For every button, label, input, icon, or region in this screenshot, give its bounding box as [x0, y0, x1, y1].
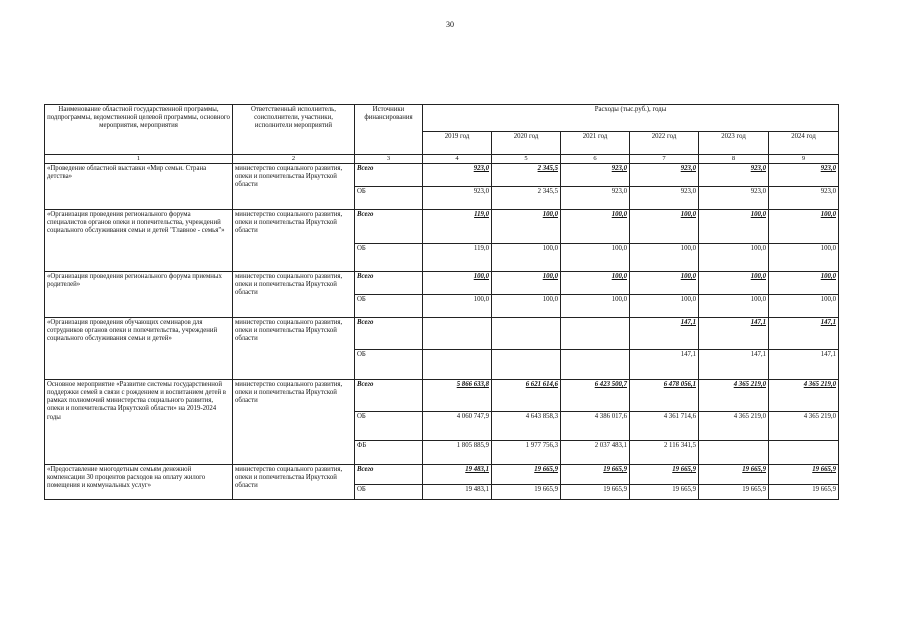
expense-value [423, 318, 492, 350]
expense-value: 100,0 [769, 272, 839, 295]
expense-value [699, 441, 769, 465]
column-number: 8 [699, 155, 769, 164]
expense-value [561, 350, 630, 380]
header-responsible: Ответственный исполнитель, соисполнители, участники, исполнители мероприятий [233, 105, 355, 155]
expense-value: 19 665,9 [699, 485, 769, 500]
expense-value: 923,0 [561, 164, 630, 187]
expense-value: 19 665,9 [561, 485, 630, 500]
expense-value: 2 345,5 [492, 187, 561, 210]
expense-value: 19 665,9 [699, 465, 769, 485]
funding-source: Всего [355, 380, 423, 412]
expense-value: 147,1 [630, 350, 699, 380]
expense-value: 100,0 [492, 295, 561, 318]
page-number: 30 [446, 20, 454, 29]
responsible-executor: министерство социального развития, опеки и попечительства Иркутской области [233, 318, 355, 380]
expense-value: 100,0 [630, 244, 699, 272]
expense-value: 100,0 [630, 272, 699, 295]
table-row [45, 164, 839, 187]
expense-value: 4 060 747,9 [423, 412, 492, 441]
expense-value: 923,0 [423, 187, 492, 210]
expense-value: 19 483,1 [423, 465, 492, 485]
expense-value: 119,0 [423, 244, 492, 272]
responsible-executor: министерство социального развития, опеки и попечительства Иркутской области [233, 380, 355, 465]
expense-value [561, 318, 630, 350]
expense-value: 19 665,9 [561, 465, 630, 485]
expense-value: 100,0 [492, 210, 561, 244]
expense-value: 923,0 [561, 187, 630, 210]
responsible-executor: министерство социального развития, опеки и попечительства Иркутской области [233, 164, 355, 210]
header-year: 2024 год [769, 132, 839, 155]
expense-value: 4 365 219,0 [699, 380, 769, 412]
expense-value: 100,0 [423, 295, 492, 318]
expense-value: 100,0 [561, 210, 630, 244]
responsible-executor: министерство социального развития, опеки и попечительства Иркутской области [233, 210, 355, 272]
expense-value: 5 866 633,8 [423, 380, 492, 412]
expense-value: 19 665,9 [769, 485, 839, 500]
expense-value: 100,0 [699, 210, 769, 244]
header-expenses: Расходы (тыс.руб.), годы [423, 105, 839, 132]
responsible-executor: министерство социального развития, опеки и попечительства Иркутской области [233, 272, 355, 318]
header-year: 2022 год [630, 132, 699, 155]
expense-value: 1 977 756,3 [492, 441, 561, 465]
column-number: 6 [561, 155, 630, 164]
expense-value: 100,0 [630, 210, 699, 244]
expense-value: 19 483,1 [423, 485, 492, 500]
funding-source: Всего [355, 318, 423, 350]
expense-value: 147,1 [769, 318, 839, 350]
expense-value: 147,1 [769, 350, 839, 380]
funding-source: Всего [355, 465, 423, 485]
header-year: 2019 год [423, 132, 492, 155]
funding-source: ОБ [355, 485, 423, 500]
expense-value: 100,0 [561, 244, 630, 272]
expense-value [769, 441, 839, 465]
expense-value: 147,1 [699, 350, 769, 380]
expense-value: 4 365 219,0 [699, 412, 769, 441]
funding-source: ОБ [355, 187, 423, 210]
expense-value [492, 318, 561, 350]
funding-source: Всего [355, 164, 423, 187]
expense-value: 100,0 [423, 272, 492, 295]
expense-value: 2 037 483,1 [561, 441, 630, 465]
expense-value: 923,0 [630, 187, 699, 210]
expense-value: 4 365 219,0 [769, 412, 839, 441]
funding-source: ФБ [355, 441, 423, 465]
expense-value: 4 365 219,0 [769, 380, 839, 412]
column-number: 4 [423, 155, 492, 164]
expense-value: 100,0 [699, 244, 769, 272]
expense-value: 923,0 [769, 187, 839, 210]
table-row [45, 318, 839, 350]
expense-value: 19 665,9 [492, 465, 561, 485]
measure-name: Основное мероприятие «Развитие системы государственной поддержки семей в связи с рождением и воспитанием детей в рамках полномочий министерства социального развития, опеки и попечительства Иркутской области» на 2019-2024 годы [45, 380, 233, 465]
expense-value: 4 386 017,6 [561, 412, 630, 441]
expense-value: 4 361 714,6 [630, 412, 699, 441]
expense-value: 923,0 [699, 187, 769, 210]
expense-value: 2 345,5 [492, 164, 561, 187]
funding-source: ОБ [355, 244, 423, 272]
expense-value: 147,1 [699, 318, 769, 350]
expense-value: 19 665,9 [769, 465, 839, 485]
expense-value: 19 665,9 [492, 485, 561, 500]
expense-value: 119,0 [423, 210, 492, 244]
column-number: 9 [769, 155, 839, 164]
column-number: 1 [45, 155, 233, 164]
funding-source: Всего [355, 272, 423, 295]
measure-name: «Организация проведения обучающих семинаров для сотрудников органов опеки и попечительства, учреждений социального обслуживания семьи и детей» [45, 318, 233, 380]
table-row [45, 272, 839, 295]
expense-value: 100,0 [769, 210, 839, 244]
expense-value: 19 665,9 [630, 465, 699, 485]
header-year: 2023 год [699, 132, 769, 155]
expense-value: 4 643 858,3 [492, 412, 561, 441]
funding-source: ОБ [355, 295, 423, 318]
table-row [45, 465, 839, 485]
expense-value: 100,0 [769, 295, 839, 318]
column-number: 3 [355, 155, 423, 164]
expense-value: 923,0 [630, 164, 699, 187]
expense-value: 100,0 [561, 272, 630, 295]
header-name: Наименование областной государственной программы, подпрограммы, ведомственной целевой программы, основного мероприятия, мероприятия [45, 105, 233, 155]
expense-value: 100,0 [630, 295, 699, 318]
expense-value: 1 805 885,9 [423, 441, 492, 465]
expense-value: 2 116 341,5 [630, 441, 699, 465]
column-number: 7 [630, 155, 699, 164]
header-year: 2021 год [561, 132, 630, 155]
funding-source: Всего [355, 210, 423, 244]
header-year: 2020 год [492, 132, 561, 155]
expense-value: 6 621 614,6 [492, 380, 561, 412]
responsible-executor: министерство социального развития, опеки и попечительства Иркутской области [233, 465, 355, 500]
expense-value [492, 350, 561, 380]
expense-value: 147,1 [630, 318, 699, 350]
expense-value: 923,0 [423, 164, 492, 187]
table-row [45, 210, 839, 244]
expense-value [423, 350, 492, 380]
measure-name: «Предоставление многодетным семьям денежной компенсации 30 процентов расходов на оплату жилого помещения и коммунальных услуг» [45, 465, 233, 500]
column-number: 5 [492, 155, 561, 164]
measure-name: «Организация проведения регионального форума специалистов органов опеки и попечительства, учреждений социального обслуживания семьи и детей "Главное - семья"» [45, 210, 233, 272]
table-row [45, 380, 839, 412]
header-source: Источники финансирования [355, 105, 423, 155]
expense-value: 100,0 [769, 244, 839, 272]
expense-value: 100,0 [699, 272, 769, 295]
expense-value: 923,0 [769, 164, 839, 187]
measure-name: «Проведение областной выставки «Мир семьи. Страна детства» [45, 164, 233, 210]
measure-name: «Организация проведения регионального форума приемных родителей» [45, 272, 233, 318]
funding-source: ОБ [355, 412, 423, 441]
expense-value: 100,0 [699, 295, 769, 318]
funding-source: ОБ [355, 350, 423, 380]
expense-value: 100,0 [492, 244, 561, 272]
column-number: 2 [233, 155, 355, 164]
expense-value: 6 423 500,7 [561, 380, 630, 412]
expense-value: 6 478 056,1 [630, 380, 699, 412]
expense-value: 100,0 [561, 295, 630, 318]
table-body [45, 164, 839, 500]
budget-table [44, 104, 839, 500]
expense-value: 923,0 [699, 164, 769, 187]
expense-value: 19 665,9 [630, 485, 699, 500]
expense-value: 100,0 [492, 272, 561, 295]
